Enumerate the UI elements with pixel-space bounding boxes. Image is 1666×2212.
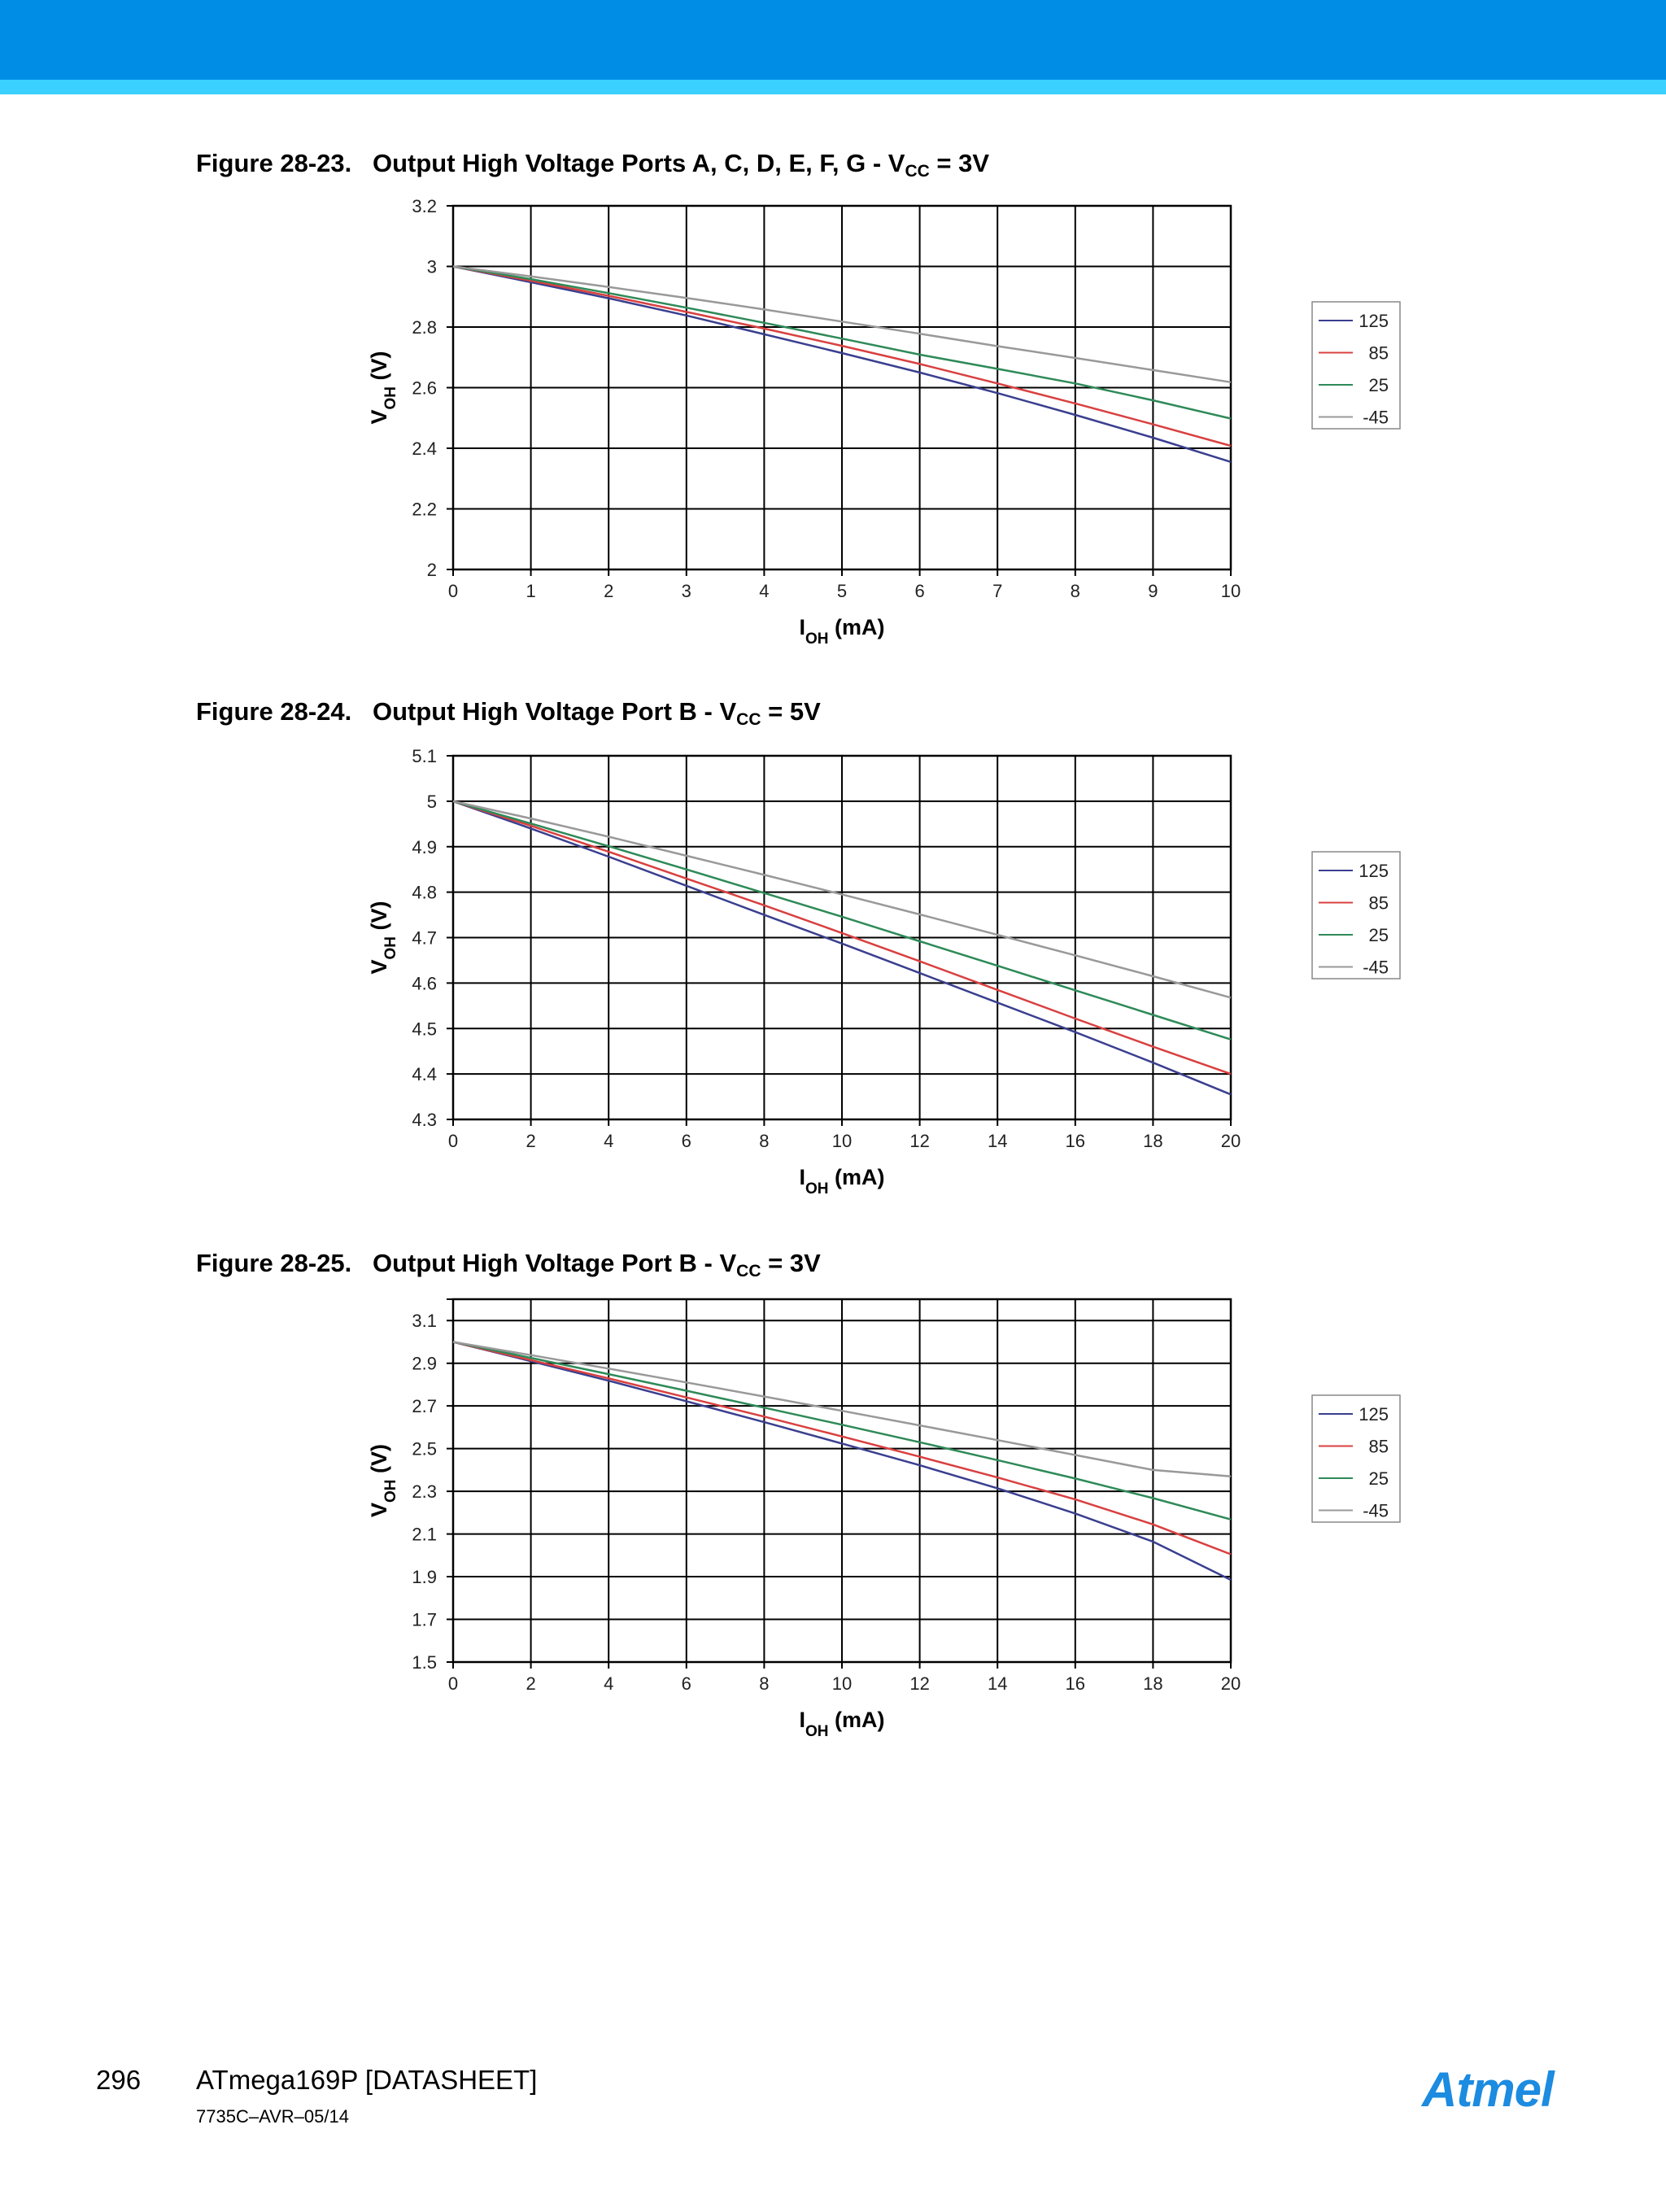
y-axis-label-part: V xyxy=(367,959,391,975)
y-axis-label xyxy=(367,901,399,974)
y-axis-label-part: (V) xyxy=(367,1443,391,1480)
y-tick-label: 3 xyxy=(426,256,437,277)
y-axis-label-part: (V) xyxy=(367,901,391,936)
y-tick-label: 4.9 xyxy=(412,836,437,857)
legend-label: 25 xyxy=(1368,925,1389,945)
figure-caption-suffix: = 5V xyxy=(761,697,821,726)
x-tick-label: 8 xyxy=(1070,581,1080,601)
x-tick-label: 5 xyxy=(836,581,848,601)
legend-label: 25 xyxy=(1368,375,1389,395)
y-tick-label: 4.4 xyxy=(412,1064,437,1085)
x-axis-label xyxy=(799,1708,884,1740)
figure-caption: Output High Voltage Ports A, C, D, E, F, G - V xyxy=(373,149,905,177)
legend-label: 25 xyxy=(1368,1468,1389,1489)
y-tick-label: 5 xyxy=(426,791,437,812)
y-tick-label: 2 xyxy=(426,560,437,580)
figure-caption-subscript: CC xyxy=(905,162,930,181)
y-axis-label-part: OH xyxy=(382,386,399,410)
x-tick-label: 20 xyxy=(1220,1131,1241,1151)
x-tick-label: 10 xyxy=(831,1673,853,1694)
figure-title xyxy=(196,1249,821,1281)
y-tick-label: 1.9 xyxy=(412,1567,437,1588)
x-tick-label: 2 xyxy=(604,581,614,601)
document-id: 7735C–AVR–05/14 xyxy=(196,2106,349,2127)
y-axis-label xyxy=(367,1444,399,1517)
x-tick-label: 8 xyxy=(759,1673,770,1694)
figure-number: Figure 28-24. xyxy=(196,697,352,726)
x-tick-label: 6 xyxy=(681,1131,691,1151)
y-tick-label: 4.8 xyxy=(412,882,437,903)
x-axis-label-part: I xyxy=(799,1165,806,1189)
x-tick-label: 7 xyxy=(992,581,1003,601)
x-tick-label: 9 xyxy=(1148,581,1158,601)
y-tick-label: 4.6 xyxy=(412,973,437,994)
page-number: 296 xyxy=(96,2065,142,2095)
x-tick-label: 12 xyxy=(909,1131,930,1151)
legend-label: 125 xyxy=(1359,311,1389,331)
y-tick-label: 2.1 xyxy=(412,1524,437,1545)
figure-caption: Output High Voltage Port B - V xyxy=(373,1249,737,1277)
x-tick-label: 12 xyxy=(909,1673,930,1694)
y-axis-label-part: V xyxy=(367,409,391,425)
x-axis-label-part: (mA) xyxy=(828,1165,885,1189)
y-axis-label-part: OH xyxy=(382,1479,399,1503)
legend-label: 85 xyxy=(1368,892,1389,914)
x-tick-label: 16 xyxy=(1065,1131,1086,1151)
y-tick-label: 1.7 xyxy=(412,1609,437,1630)
figure-caption-subscript: CC xyxy=(736,710,761,729)
y-axis-label-part: OH xyxy=(382,936,399,960)
y-tick-label: 2.8 xyxy=(412,317,437,338)
y-tick-label: 2.6 xyxy=(412,377,437,399)
atmel-logo: Atmel xyxy=(1422,2062,1554,2117)
x-tick-label: 4 xyxy=(759,581,770,601)
x-tick-label: 20 xyxy=(1220,1673,1241,1694)
y-tick-label: 2.2 xyxy=(412,499,437,520)
x-tick-label: 4 xyxy=(604,1131,614,1151)
x-tick-label: 8 xyxy=(759,1131,770,1151)
figure-number: Figure 28-23. xyxy=(196,149,352,177)
figure-caption-suffix: = 3V xyxy=(929,149,990,177)
x-tick-label: 2 xyxy=(526,1131,536,1151)
legend-label: 125 xyxy=(1359,1404,1389,1424)
figure-caption: Output High Voltage Port B - V xyxy=(373,697,737,726)
y-tick-label: 1.5 xyxy=(412,1652,437,1673)
legend-label: -45 xyxy=(1363,1500,1389,1521)
x-tick-label: 18 xyxy=(1143,1131,1163,1151)
figure-number: Figure 28-25. xyxy=(196,1249,352,1277)
x-axis-label xyxy=(799,615,884,648)
x-axis-label-part: OH xyxy=(805,1180,829,1198)
x-axis-label xyxy=(799,1165,884,1198)
x-tick-label: 16 xyxy=(1065,1673,1086,1694)
y-tick-label: 2.7 xyxy=(412,1396,437,1417)
x-tick-label: 4 xyxy=(604,1673,614,1694)
x-tick-label: 14 xyxy=(987,1673,1008,1694)
x-tick-label: 6 xyxy=(914,581,925,601)
figure-caption-suffix: = 3V xyxy=(761,1249,821,1277)
x-tick-label: 0 xyxy=(447,581,459,601)
y-tick-label: 3.1 xyxy=(412,1311,437,1332)
x-axis-label-part: (mA) xyxy=(828,615,885,639)
x-tick-label: 6 xyxy=(681,1673,691,1694)
y-tick-label: 4.5 xyxy=(412,1019,437,1040)
legend-label: -45 xyxy=(1363,957,1389,978)
y-tick-label: 2.9 xyxy=(412,1353,437,1374)
x-axis-label-part: (mA) xyxy=(828,1708,885,1732)
x-tick-label: 1 xyxy=(526,581,536,601)
y-tick-label: 2.5 xyxy=(412,1438,437,1459)
y-tick-label: 4.3 xyxy=(412,1110,437,1130)
x-tick-label: 2 xyxy=(526,1673,536,1694)
x-axis-label-part: I xyxy=(799,615,806,639)
y-tick-label: 5.1 xyxy=(412,746,437,766)
legend-label: -45 xyxy=(1363,407,1389,428)
legend-label: 85 xyxy=(1368,1436,1389,1457)
x-tick-label: 14 xyxy=(987,1131,1008,1151)
y-tick-label: 2.4 xyxy=(412,438,437,459)
y-tick-label: 2.3 xyxy=(412,1481,437,1503)
y-tick-label: 3.2 xyxy=(412,196,437,216)
x-tick-label: 18 xyxy=(1143,1673,1163,1694)
x-axis-label-part: OH xyxy=(805,630,829,648)
x-tick-label: 10 xyxy=(831,1131,853,1151)
x-tick-label: 10 xyxy=(1220,581,1241,601)
x-axis-label-part: OH xyxy=(805,1722,829,1740)
y-axis-label-part: V xyxy=(367,1502,391,1518)
y-tick-label: 4.7 xyxy=(412,927,437,949)
document-title: ATmega169P [DATASHEET] xyxy=(196,2065,538,2095)
x-tick-label: 0 xyxy=(447,1131,459,1151)
legend-label: 85 xyxy=(1368,342,1389,364)
x-tick-label: 3 xyxy=(681,581,691,601)
x-tick-label: 0 xyxy=(447,1673,459,1694)
x-axis-label-part: I xyxy=(799,1708,806,1732)
y-axis-label-part: (V) xyxy=(367,351,391,386)
figure-caption-subscript: CC xyxy=(736,1262,761,1281)
figure-title xyxy=(196,697,821,730)
legend-label: 125 xyxy=(1359,861,1389,881)
